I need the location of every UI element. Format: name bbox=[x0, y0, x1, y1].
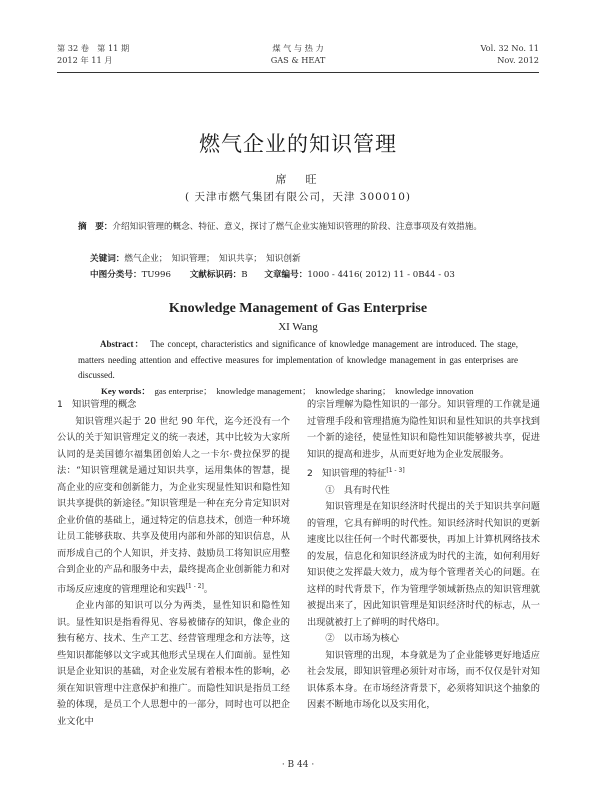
citation-ref: [1 - 2] bbox=[185, 582, 204, 590]
keywords-cn-text: 燃气企业； 知识管理； 知识共享； 知识创新 bbox=[124, 254, 301, 264]
doc-code-label: 文献标识码： bbox=[189, 270, 242, 280]
article-number-label: 文章编号： bbox=[264, 270, 308, 280]
abstract-cn bbox=[78, 219, 518, 235]
section-2-heading-text: 2 知识管理的特征 bbox=[307, 468, 387, 480]
journal-name-en: GAS & HEAT bbox=[270, 55, 326, 65]
english-abstract-text: The concept, characteristics and significance of knowledge management are introduced. The stage, matters needing attention and effective measures for implementation of knowledge management in gas enterprises are discussed. bbox=[78, 339, 518, 380]
english-author: XI Wang bbox=[278, 321, 318, 333]
header-divider bbox=[57, 72, 539, 73]
author-affiliation: ( 天津市燃气集团有限公司，天津 300010) bbox=[185, 191, 411, 203]
subsection-2-heading: ② 以市场为核心 bbox=[325, 633, 399, 645]
keywords-cn-label: 关键词： bbox=[90, 254, 125, 264]
subsection-1-text: 知识管理是在知识经济时代提出的关于知识共享问题的管理，它具有鲜明的时代性。知识经济时代知识的更新速度比以往任何一个时代都要快，再加上计算机网络技术的发展，信息化和知识经济成为时代的主流，如何利用好知识使之发挥最大效力，成为每个管理者关心的问题。在这样的时代背景下，作为管理学领域新热点的知识管理就被提出来了，因此知识管理是知识经济时代的标志，从一出现就被打上了鲜明的时代烙印。 bbox=[307, 501, 540, 628]
body-left-column bbox=[57, 397, 290, 730]
keywords-cn bbox=[90, 251, 530, 267]
right-column-paragraph-1: 的宗旨理解为隐性知识的一部分。知识管理的工作就是通过管理手段和管理措施为隐性知识和显性知识的共享找到一个新的途径，使显性知识和隐性知识能够被共享，促进知识的提高和进步，从而更好地为企业发展服务。 bbox=[307, 399, 540, 460]
classification-line bbox=[90, 267, 530, 283]
doc-code-value: B bbox=[241, 270, 248, 280]
section-2-citation: [1 - 3] bbox=[386, 467, 405, 474]
publication-date-en: Nov. 2012 bbox=[497, 55, 539, 65]
abstract-cn-label: 摘 要： bbox=[78, 222, 113, 232]
journal-name-cn: 煤 气 与 热 力 bbox=[272, 43, 324, 53]
sentence-end: 。 bbox=[203, 583, 213, 595]
body-right-column bbox=[307, 397, 540, 714]
publication-date-cn: 2012 年 11 月 bbox=[57, 55, 113, 65]
section-1-paragraph-1 bbox=[57, 414, 290, 599]
author-name: 席 旺 bbox=[275, 173, 321, 186]
article-number-value: 1000 - 4416( 2012) 11 - 0B44 - 03 bbox=[307, 270, 455, 280]
section-2-heading bbox=[307, 463, 540, 483]
abstract-cn-text: 介绍知识管理的概念、特征、意义，探讨了燃气企业实施知识管理的阶段、注意事项及有效措施。 bbox=[112, 222, 482, 232]
volume-issue-en: Vol. 32 No. 11 bbox=[480, 43, 539, 53]
clc-label: 中图分类号： bbox=[90, 270, 142, 280]
journal-volume-en bbox=[480, 42, 539, 66]
english-keywords-text: gas enterprise； knowledge management； knowledge sharing； knowledge innovation bbox=[154, 386, 474, 396]
page-number: · B 44 · bbox=[281, 760, 315, 770]
english-title: Knowledge Management of Gas Enterprise bbox=[168, 301, 428, 316]
english-abstract bbox=[78, 337, 518, 384]
english-keywords-label: Key words： bbox=[101, 386, 146, 396]
subsection-1-heading: ① 具有时代性 bbox=[325, 484, 390, 496]
section-1-heading: 1 知识管理的概念 bbox=[57, 399, 137, 410]
paper-title: 燃气企业的知识管理 bbox=[199, 132, 397, 156]
clc-value: TU996 bbox=[141, 270, 171, 280]
section-1-paragraph-1-text: 知识管理兴起于 20 世纪 90 年代，迄今还没有一个公认的关于知识管理定义的统一表述，其中比较为大家所认同的是美国德尔福集团创始人之一卡尔·费拉保罗的提法：“知识管理就是通过知识共享，运用集体的智慧，提高企业的应变和创新能力，为企业实现显性知识和隐性知识共享提供的新途径。”知识管理是一种在充分肯定知识对企业价值的基础上，通过特定的信息技术，创造一种环境让员工能够获取、共享及使用内部和外部的知识信息，从而形成自己的个人知识，并支持、鼓励员工将知识应用整合到企业的产品和服务中去，最终提高企业创新能力和对市场反应速度的管理理论和实践 bbox=[57, 415, 290, 595]
section-1-paragraph-2: 企业内部的知识可以分为两类，显性知识和隐性知识。显性知识是指看得见、容易被储存的知识，像企业的独有秘方、技术、生产工艺、经营管理理念和方法等，这些知识都能够以文字或其他形式呈现在人们面前。显性知识是企业知识的基础，对企业发展有着根本性的影响，必须在知识管理中注意保护和推广。而隐性知识是指员工经验的体现，是员工个人思想中的一部分，同时也可以把企业文化中 bbox=[57, 600, 290, 727]
english-abstract-label: Abstract： bbox=[100, 339, 141, 349]
volume-issue-text: 第 32 卷 第 11 期 bbox=[57, 43, 130, 53]
subsection-2-text: 知识管理的出现，本身就是为了企业能够更好地适应社会发展，即知识管理必须针对市场，而不仅仅是针对知识体系本身。在市场经济背景下，必须将知识这个抽象的因素不断地市场化以及实用化， bbox=[307, 649, 540, 711]
english-keywords bbox=[101, 384, 521, 397]
